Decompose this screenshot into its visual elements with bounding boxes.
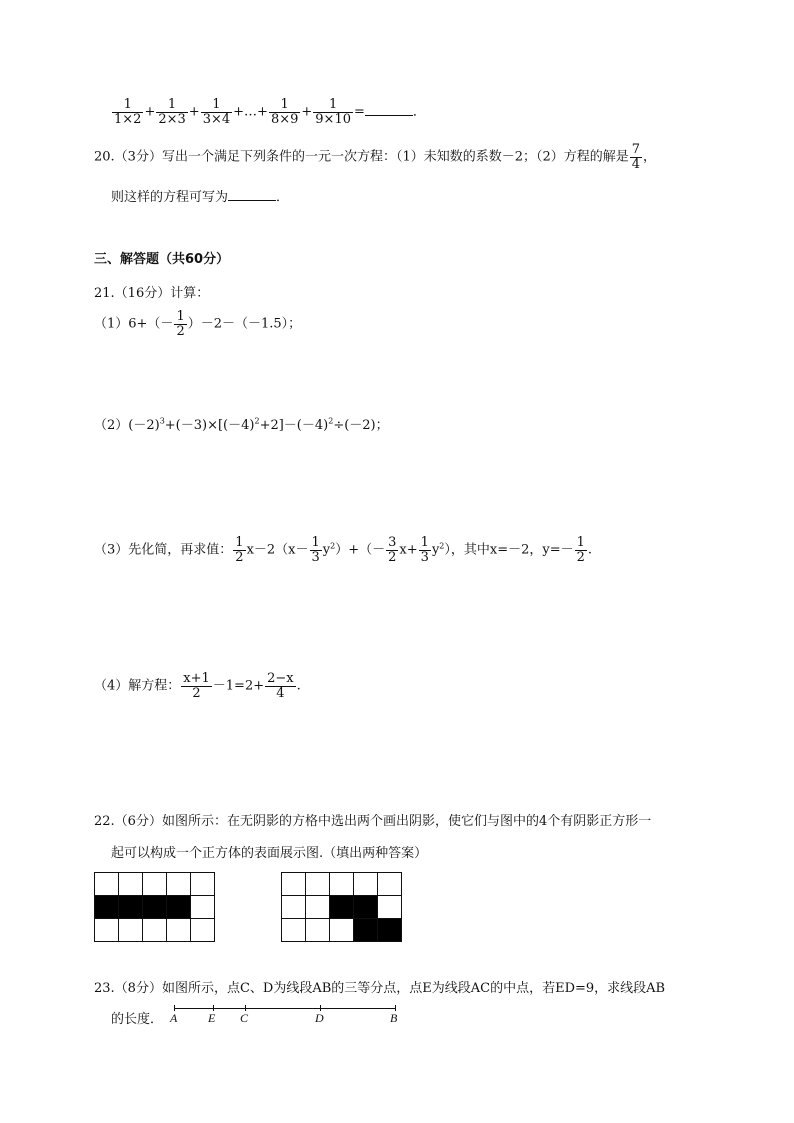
q21-part2: $(2)(-2)^3+(-3)\times[(-4)^2+2]-(-4)^2\div(-2)$； xyxy=(94,416,389,433)
grid-cell[interactable] xyxy=(306,919,330,942)
q20-fraction: $\frac{7}{4}$ xyxy=(631,142,641,172)
grid-cell-shaded xyxy=(378,919,402,942)
point-b-label: B xyxy=(390,1011,398,1025)
grid-cell-shaded xyxy=(143,896,167,919)
grid-cell[interactable] xyxy=(282,873,306,896)
grid-cell[interactable] xyxy=(191,896,215,919)
q20-line2: 则这样的方程可写为 ． xyxy=(111,190,290,205)
grid-cell[interactable] xyxy=(306,873,330,896)
grid-cell[interactable] xyxy=(143,919,167,942)
grid-cell[interactable] xyxy=(306,896,330,919)
grid-cell-shaded xyxy=(95,896,119,919)
fraction-term-2: $\frac{1}{2\times 3}$ xyxy=(158,97,186,127)
grid-cell[interactable] xyxy=(330,873,354,896)
grid-cell[interactable] xyxy=(119,873,143,896)
point-d-label: D xyxy=(315,1011,324,1025)
grid-cell[interactable] xyxy=(95,873,119,896)
q22-line2: 起可以构成一个正方体的表面展示图.（填出两种答案） xyxy=(111,846,428,861)
grid-cell[interactable] xyxy=(378,896,402,919)
cube-net-grid-right xyxy=(281,872,402,942)
grid-cell[interactable] xyxy=(191,873,215,896)
grid-cell-shaded xyxy=(330,896,354,919)
grid-cell-shaded xyxy=(119,896,143,919)
q21-header: 21.（16分）计算： xyxy=(94,286,210,301)
cube-net-grid-left xyxy=(94,872,215,942)
grid-cell[interactable] xyxy=(191,919,215,942)
grid-cell[interactable] xyxy=(330,919,354,942)
grid-cell[interactable] xyxy=(378,873,402,896)
q20-answer-blank[interactable] xyxy=(228,200,276,201)
grid-cell[interactable] xyxy=(143,873,167,896)
fraction-term-4: $\frac{1}{8\times 9}$ xyxy=(270,97,299,127)
point-a-label: A xyxy=(170,1011,178,1025)
segment-diagram xyxy=(170,1000,400,1030)
grid-cell-shaded xyxy=(167,896,191,919)
series-sum-line: $\frac{1}{1\times 2}$ + $\frac{1}{2\times 3}$ + $\frac{1}{3\times 4}$ +…+ $\frac{1}{8\times 9}$ + $\frac{1}{9\times 10}$ = ． xyxy=(114,97,426,127)
q21-part4: （4）解方程： $\frac{x+1}{2}$ －1=2+ $\frac{2-x}{4}$ . xyxy=(94,671,301,701)
point-c-label: C xyxy=(240,1011,249,1025)
q22-line1: 22.（6分）如图所示：在无阴影的方格中选出两个画出阴影，使它们与图中的4个有阴影正方形一 xyxy=(94,814,652,829)
fraction-term-3: $\frac{1}{3\times 4}$ xyxy=(202,97,231,127)
answer-blank[interactable] xyxy=(365,115,413,116)
grid-cell[interactable] xyxy=(119,919,143,942)
grid-cell[interactable] xyxy=(95,919,119,942)
q23-line2: 的长度． xyxy=(111,1012,164,1027)
grid-cell[interactable] xyxy=(282,919,306,942)
fraction-term-1: $\frac{1}{1\times 2}$ xyxy=(114,97,142,127)
fraction-term-5: $\frac{1}{9\times 10}$ xyxy=(315,97,351,127)
grid-cell-shaded xyxy=(354,896,378,919)
segment-line xyxy=(174,1008,396,1009)
grid-cell[interactable] xyxy=(167,873,191,896)
grid-cell-shaded xyxy=(354,919,378,942)
point-e-label: E xyxy=(208,1011,216,1025)
section-heading: 三、解答题（共60分） xyxy=(94,252,230,267)
q20-line1: 20.（3分）写出一个满足下列条件的一元一次方程：（1）未知数的系数－2；（2）方程的解是 $\frac{7}{4}$ ， xyxy=(94,142,657,172)
q23-line1: 23.（8分）如图所示，点C、D为线段AB的三等分点，点E为线段AC的中点，若ED=9，求线段AB xyxy=(94,981,666,996)
grid-cell[interactable] xyxy=(282,896,306,919)
q21-part1: （1）6+（－ $\frac{1}{2}$ ）－2－（－1.5）； xyxy=(94,309,302,339)
grid-cell[interactable] xyxy=(167,919,191,942)
grid-cell[interactable] xyxy=(354,873,378,896)
q21-part3: （3）先化简，再求值： $\frac{1}{2}$ x－2（x－ $\frac{1}{3}$ $y^2)+(-$ $\frac{3}{2}$ x+ $\frac{1}{3}$ $y^2$），其中x=－2，y=－ $\frac{1}{2}$ . xyxy=(94,535,593,565)
